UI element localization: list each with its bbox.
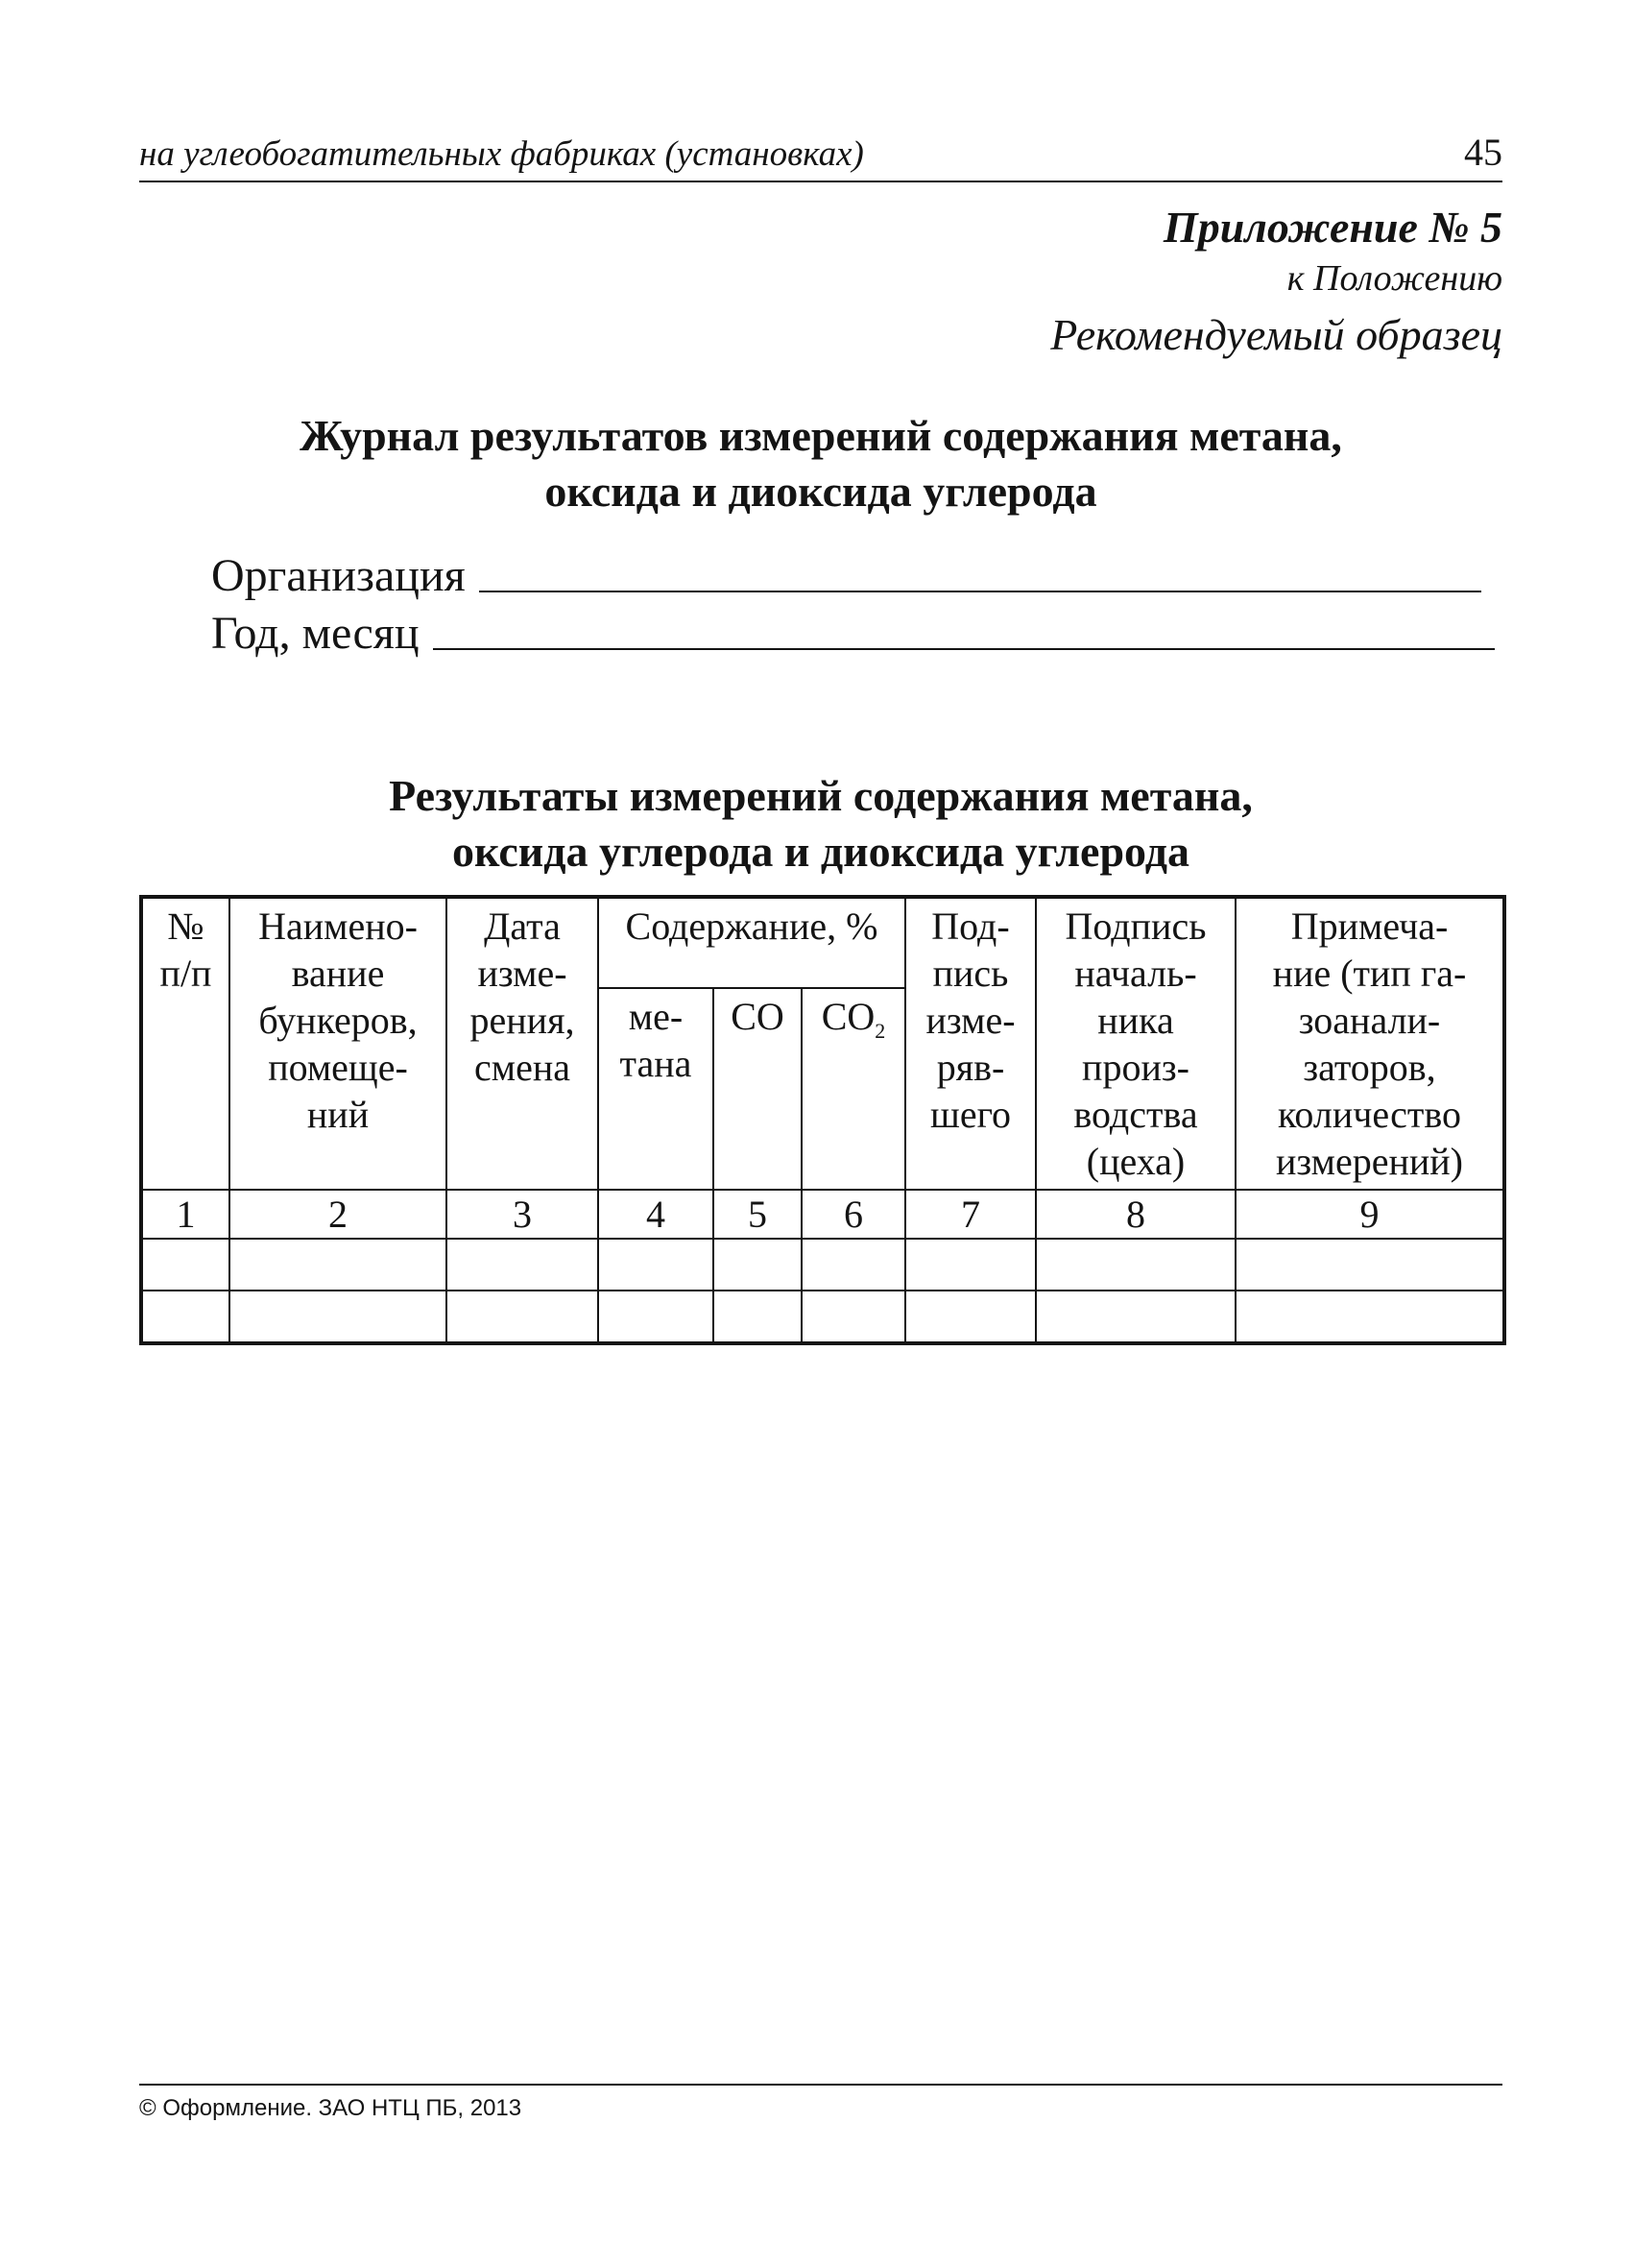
year-month-field: [211, 607, 1495, 660]
header-note: Примеча- ние (тип га- зоанали- заторов, количество измерений): [1236, 897, 1504, 1190]
running-header: [139, 127, 1502, 182]
header-co: CO: [713, 988, 802, 1190]
table-cell: [1236, 1291, 1504, 1343]
column-number: 6: [802, 1190, 905, 1239]
header-co2-subscript: 2: [875, 1018, 886, 1043]
table-cell: [905, 1239, 1036, 1291]
table-cell: [598, 1291, 713, 1343]
header-methane: ме- тана: [598, 988, 713, 1190]
column-number: 1: [141, 1190, 229, 1239]
appendix-sample-note: Рекомендуемый образец: [1050, 310, 1502, 359]
table-title: Результаты измерений содержания метана, оксида углерода и диоксида углерода: [389, 771, 1253, 876]
table-cell: [229, 1291, 446, 1343]
column-number: 2: [229, 1190, 446, 1239]
table-cell: [802, 1291, 905, 1343]
header-co2: [802, 988, 905, 1190]
table-cell: [1036, 1239, 1236, 1291]
header-num: № п/п: [141, 897, 229, 1190]
table-cell: [446, 1291, 598, 1343]
journal-title: Журнал результатов измерений содержания метана, оксида и диоксида углерода: [300, 411, 1342, 516]
header-co2-base: CO: [821, 994, 876, 1038]
organization-blank-line: [479, 591, 1481, 592]
table-cell: [1236, 1239, 1504, 1291]
table-row: [141, 1239, 1504, 1291]
table-row: [141, 1291, 1504, 1343]
appendix-number: Приложение № 5: [1163, 203, 1502, 252]
column-number: 3: [446, 1190, 598, 1239]
table-header-row-1: [141, 897, 1504, 988]
column-number-row: [141, 1190, 1504, 1239]
table-cell: [802, 1239, 905, 1291]
column-number: 7: [905, 1190, 1036, 1239]
footer-copyright: © Оформление. ЗАО НТЦ ПБ, 2013: [139, 2084, 1502, 2122]
column-number: 9: [1236, 1190, 1504, 1239]
table-cell: [229, 1239, 446, 1291]
table-cell: [905, 1291, 1036, 1343]
table-cell: [446, 1239, 598, 1291]
header-signature-chief: Подпись началь- ника произ- водства (цеха): [1036, 897, 1236, 1190]
page-number: 45: [1464, 131, 1502, 174]
column-number: 5: [713, 1190, 802, 1239]
year-month-blank-line: [433, 648, 1495, 650]
organization-field: [211, 549, 1481, 602]
appendix-reference: к Положению: [1286, 258, 1502, 299]
table-cell: [713, 1291, 802, 1343]
year-month-label: Год, месяц: [211, 608, 420, 659]
running-header-title: на углеобогатительных фабриках (установках): [139, 134, 864, 174]
table-cell: [141, 1291, 229, 1343]
measurement-table: [139, 895, 1506, 1345]
header-signature-measurer: Под- пись изме- ряв- шего: [905, 897, 1036, 1190]
table-cell: [141, 1239, 229, 1291]
column-number: 8: [1036, 1190, 1236, 1239]
organization-label: Организация: [211, 550, 466, 601]
table-cell: [598, 1239, 713, 1291]
header-name: Наимено- вание бункеров, помеще- ний: [229, 897, 446, 1190]
column-number: 4: [598, 1190, 713, 1239]
header-date: Дата изме- рения, смена: [446, 897, 598, 1190]
header-content: Содержание, %: [598, 897, 905, 988]
table-cell: [713, 1239, 802, 1291]
table-cell: [1036, 1291, 1236, 1343]
